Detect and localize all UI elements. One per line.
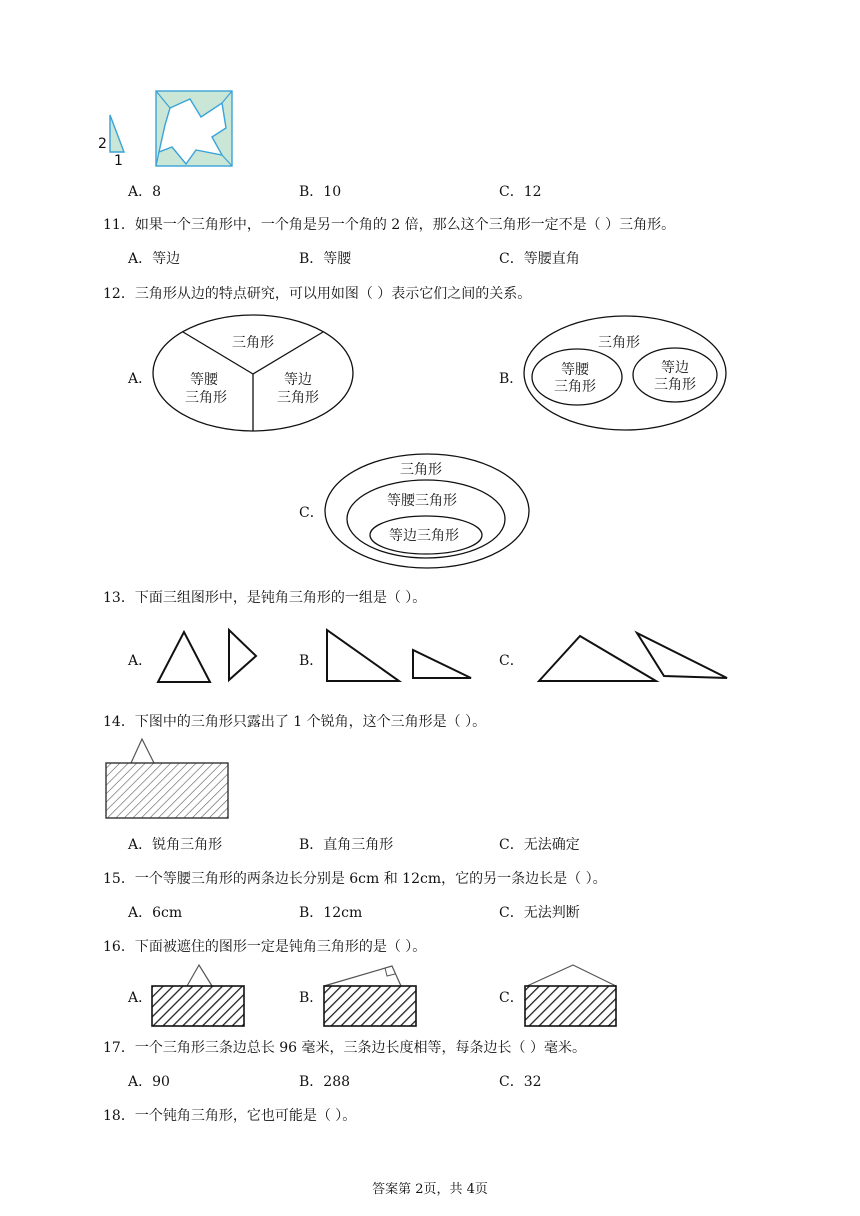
option-text: 32 — [523, 1074, 542, 1090]
diagram-a-label-right-1: 等边 — [284, 372, 312, 388]
triangle-height-label: 2 — [98, 136, 107, 152]
option-letter: C． — [499, 837, 524, 853]
option-letter: B． — [299, 184, 324, 200]
option-text: 6cm — [152, 905, 183, 921]
option-letter: C． — [499, 184, 524, 200]
option-text: 等腰直角 — [523, 251, 580, 267]
option-text: 等边 — [152, 251, 181, 267]
diagram-c-label-middle: 等腰三角形 — [387, 493, 457, 509]
q17-text: 17．一个三角形三条边总长 96 毫米，三条边长度相等，每条边长（ ）毫米。 — [103, 1040, 586, 1056]
q12-option-a-letter[interactable]: A． — [128, 371, 153, 387]
diagram-c-label-inner: 等边三角形 — [389, 528, 459, 544]
q16-text: 16．下面被遮住的图形一定是钝角三角形的是（ ）。 — [103, 939, 427, 955]
option-text: 无法判断 — [523, 905, 580, 921]
exposed-tip-c — [527, 965, 616, 986]
q17-option-c[interactable] — [499, 1071, 542, 1091]
q16-option-b-letter[interactable]: B． — [299, 990, 324, 1006]
option-letter: C． — [499, 251, 524, 267]
hatched-cover-c — [525, 986, 616, 1026]
q13-text: 13．下面三组图形中，是钝角三角形的一组是（ ）。 — [103, 590, 427, 606]
option-letter: A． — [128, 184, 153, 200]
hatched-cover-a — [152, 986, 244, 1026]
exposed-tip-b — [324, 966, 401, 986]
q11-text: 11．如果一个三角形中，一个角是另一个角的 2 倍，那么这个三角形一定不是（ ）三角形。 — [103, 217, 676, 233]
diagram-a-label-right-2: 三角形 — [277, 390, 319, 406]
diagram-a-label-left-2: 三角形 — [185, 390, 227, 406]
option-text: 8 — [152, 184, 162, 200]
option-letter: C． — [499, 1074, 524, 1090]
exposed-tip-a — [187, 965, 212, 986]
option-text: 12 — [523, 184, 542, 200]
option-text: 10 — [323, 184, 342, 200]
triangle-base-label: 1 — [114, 153, 123, 169]
q12-text: 12．三角形从边的特点研究，可以用如图（ ）表示它们之间的关系。 — [103, 286, 532, 302]
q17-option-a[interactable] — [128, 1071, 170, 1091]
q15-text: 15．一个等腰三角形的两条边长分别是 6cm 和 12cm，它的另一条边长是（ ）。 — [103, 871, 607, 887]
q13-option-b-letter[interactable]: B． — [299, 653, 324, 669]
page-footer: 答案第 2页，共 4页 — [372, 1182, 488, 1197]
q12-option-b-letter[interactable]: B． — [499, 371, 524, 387]
q12-option-c-letter[interactable]: C． — [299, 505, 324, 521]
diagram-b-label-outer: 三角形 — [598, 335, 640, 351]
option-letter: B． — [299, 251, 324, 267]
option-letter: B． — [299, 905, 324, 921]
q16-option-c-letter[interactable]: C． — [499, 990, 524, 1006]
option-letter: A． — [128, 1074, 153, 1090]
q13-option-c-letter[interactable]: C． — [499, 653, 524, 669]
diagram-c-label-outer: 三角形 — [400, 462, 442, 478]
option-letter: A． — [128, 837, 153, 853]
option-letter: B． — [299, 1074, 324, 1090]
diagram-b-label-right-1: 等边 — [661, 360, 689, 376]
option-text: 288 — [323, 1074, 351, 1090]
option-text: 无法确定 — [523, 837, 580, 853]
option-text: 90 — [152, 1074, 170, 1090]
option-letter: C． — [499, 905, 524, 921]
option-letter: B． — [299, 837, 324, 853]
q17-option-b[interactable] — [299, 1071, 350, 1091]
option-letter: A． — [128, 251, 153, 267]
option-text: 等腰 — [323, 251, 352, 267]
q13-option-a-letter[interactable]: A． — [128, 653, 153, 669]
diagram-b-label-right-2: 三角形 — [654, 377, 696, 393]
q16-option-a-letter[interactable]: A． — [128, 990, 153, 1006]
q14-text: 14．下图中的三角形只露出了 1 个锐角，这个三角形是（ ）。 — [103, 714, 487, 730]
option-letter: A． — [128, 905, 153, 921]
diagram-b-label-left-1: 等腰 — [561, 362, 589, 378]
q18-text: 18．一个钝角三角形，它也可能是（ ）。 — [103, 1108, 357, 1124]
hatched-cover-b — [324, 986, 416, 1026]
diagram-b-label-left-2: 三角形 — [554, 379, 596, 395]
diagram-a-label-top: 三角形 — [232, 335, 274, 351]
diagram-a-label-left-1: 等腰 — [190, 372, 218, 388]
option-text: 锐角三角形 — [152, 837, 223, 853]
option-text: 直角三角形 — [323, 837, 394, 853]
option-text: 12cm — [323, 905, 363, 921]
